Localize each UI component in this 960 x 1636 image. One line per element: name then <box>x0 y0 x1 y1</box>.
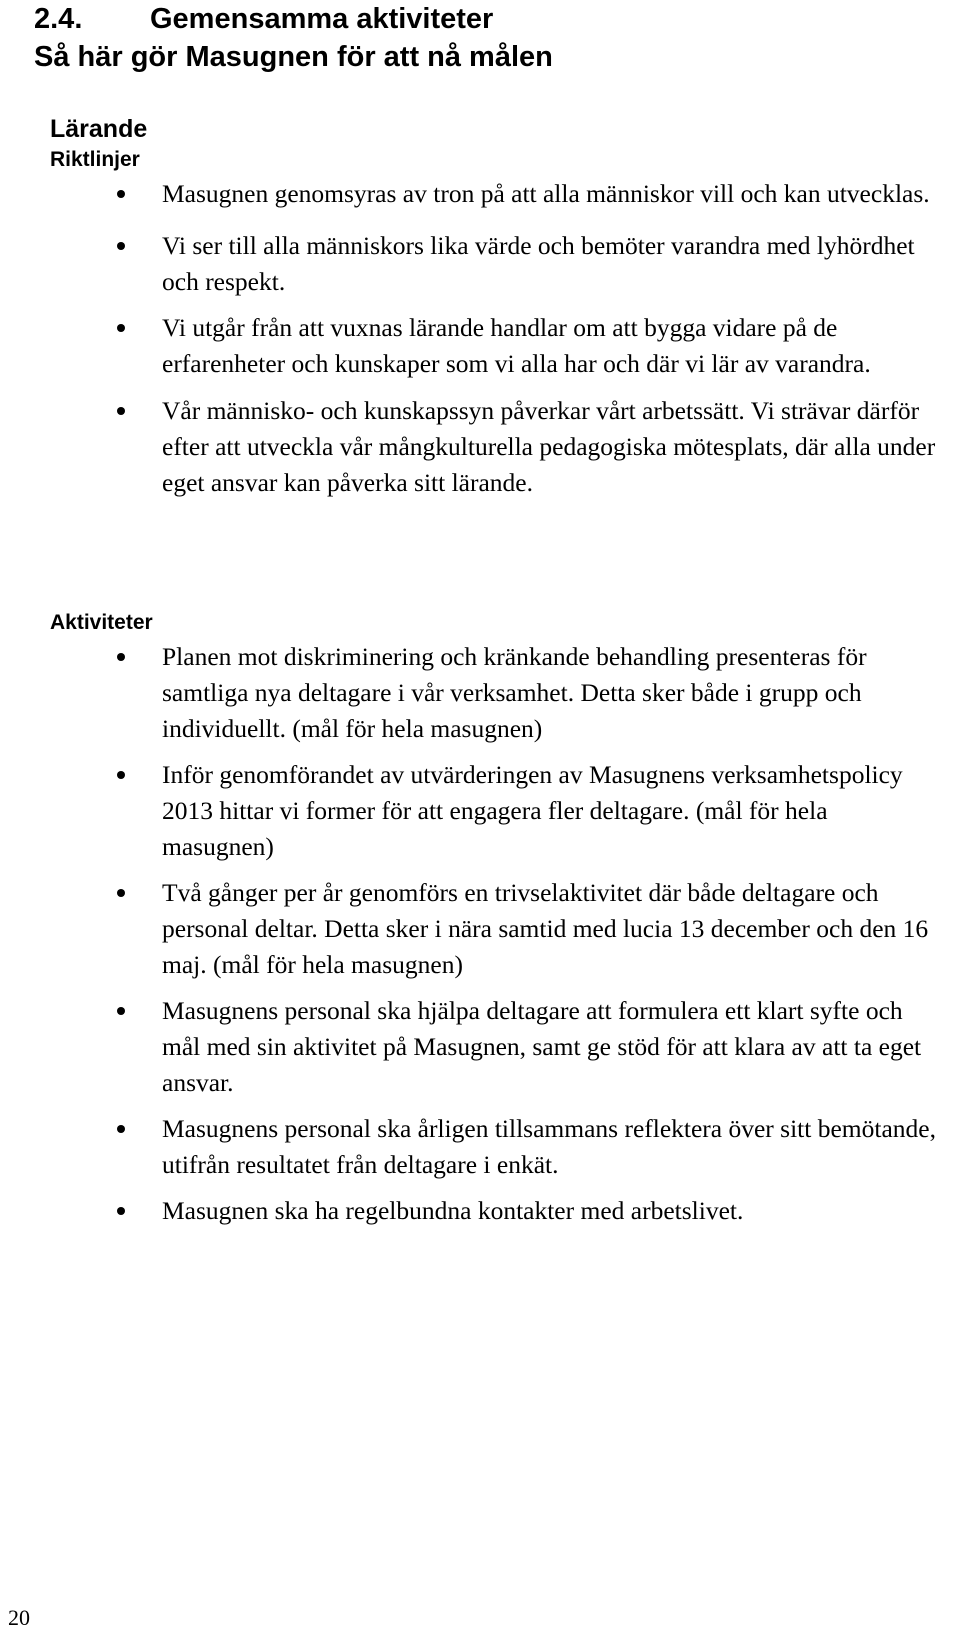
bullet-icon <box>117 889 125 897</box>
activity-item: Masugnens personal ska hjälpa deltagare att formulera ett klart syfte och mål med sin aktivitet på Masugnen, samt ge stöd för att klara av att ta eget ansvar. <box>0 993 960 1101</box>
bullet-icon <box>117 1007 125 1015</box>
bullet-icon <box>117 242 125 250</box>
activities-list <box>0 639 960 1229</box>
chapter-subtitle: Så här gör Masugnen för att nå målen <box>34 41 553 73</box>
bullet-icon <box>117 407 125 415</box>
bullet-icon <box>117 771 125 779</box>
guideline-item: Vi ser till alla människors lika värde och bemöter varandra med lyhördhet och respekt. <box>0 228 960 300</box>
bullet-icon <box>117 1125 125 1133</box>
bullet-icon <box>117 653 125 661</box>
guideline-item: Masugnen genomsyras av tron på att alla människor vill och kan utvecklas. <box>0 176 960 212</box>
guideline-item: Vi utgår från att vuxnas lärande handlar om att bygga vidare på de erfarenheter och kunskaper som vi alla har och där vi lär av varandra. <box>0 310 960 382</box>
guidelines-list <box>0 176 960 501</box>
chapter-title: Gemensamma aktiviteter <box>150 3 494 35</box>
guideline-item: Vår människo- och kunskapssyn påverkar vårt arbetssätt. Vi strävar därför efter att utveckla vår mångkulturella pedagogiska mötesplats, där alla under eget ansvar kan påverka sitt lärande. <box>0 393 960 501</box>
bullet-icon <box>117 190 125 198</box>
activity-item: Inför genomförandet av utvärderingen av Masugnens verksamhetspolicy 2013 hittar vi former för att engagera fler deltagare. (mål för hela masugnen) <box>0 757 960 865</box>
guidelines-title: Riktlinjer <box>50 148 140 171</box>
activity-item: Planen mot diskriminering och kränkande behandling presenteras för samtliga nya deltagare i vår verksamhet. Detta sker både i grupp och individuellt. (mål för hela masugnen) <box>0 639 960 747</box>
bullet-icon <box>117 1207 125 1215</box>
activity-item: Två gånger per år genomförs en trivselaktivitet där både deltagare och personal deltar. Detta sker i nära samtid med lucia 13 december och den 16 maj. (mål för hela masugnen) <box>0 875 960 983</box>
bullet-icon <box>117 324 125 332</box>
activity-item: Masugnen ska ha regelbundna kontakter med arbetslivet. <box>0 1193 960 1229</box>
section-title-larande: Lärande <box>50 115 148 143</box>
page-number: 20 <box>8 1605 30 1630</box>
chapter-heading <box>34 0 553 76</box>
chapter-number: 2.4. <box>34 3 83 35</box>
activities-title: Aktiviteter <box>50 611 153 634</box>
activity-item: Masugnens personal ska årligen tillsammans reflektera över sitt bemötande, utifrån resultatet från deltagare i enkät. <box>0 1111 960 1183</box>
